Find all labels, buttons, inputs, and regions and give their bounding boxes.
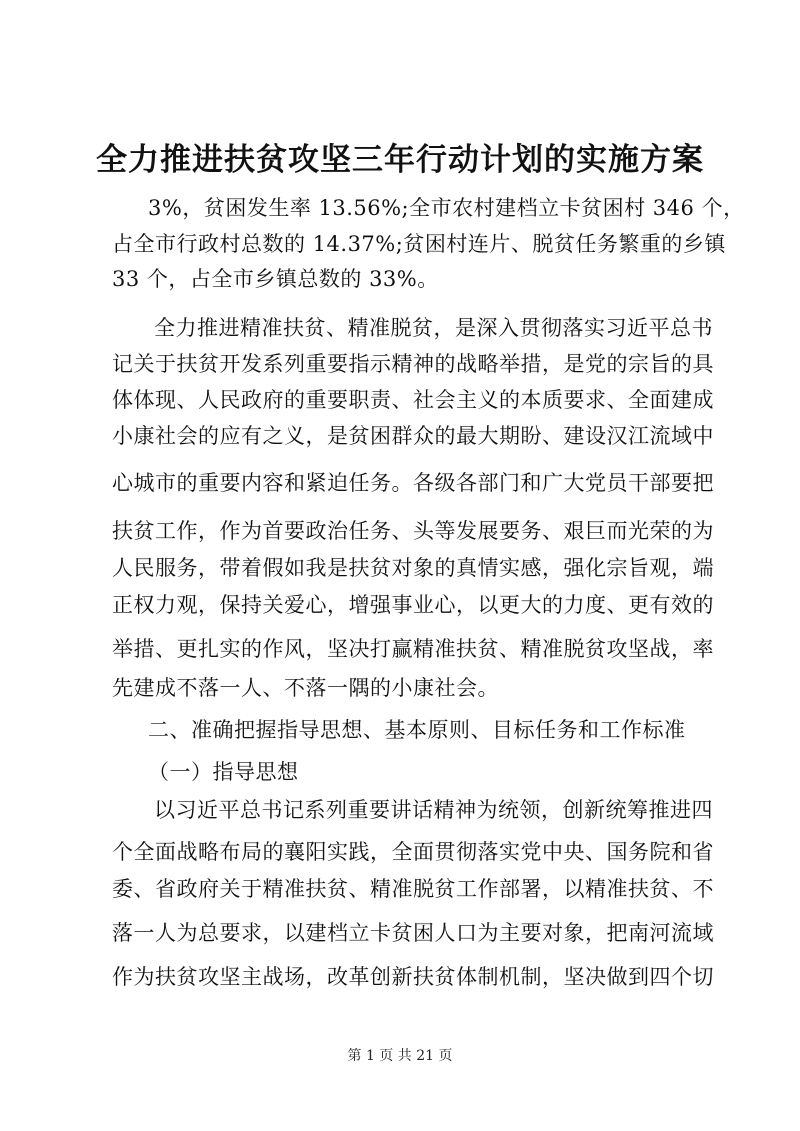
paragraph-line: 记关于扶贫开发系列重要指示精神的战略举措，是党的宗旨的具 xyxy=(112,352,714,376)
paragraph-line: 先建成不落一人、不落一隅的小康社会。 xyxy=(112,676,499,700)
document-title: 全力推进扶贫攻坚三年行动计划的实施方案 xyxy=(96,142,704,178)
paragraph-line: 落一人为总要求，以建档立卡贫困人口为主要对象，把南河流域 xyxy=(112,921,714,945)
paragraph-line: 人民服务，带着假如我是扶贫对象的真情实感，强化宗旨观，端 xyxy=(112,556,714,580)
paragraph-line: 以习近平总书记系列重要讲话精神为统领，创新统筹推进四 xyxy=(154,798,713,822)
paragraph-line: 心城市的重要内容和紧迫任务。各级各部门和广大党员干部要把 xyxy=(112,471,714,495)
paragraph-line: 3%，贫困发生率 13.56%;全市农村建档立卡贫困村 346 个， xyxy=(148,196,745,220)
paragraph-line: 正权力观，保持关爱心，增强事业心，以更大的力度、更有效的 xyxy=(112,593,714,617)
paragraph-line: 体体现、人民政府的重要职责、社会主义的本质要求、全面建成 xyxy=(112,388,714,412)
paragraph-line: 33 个，占全市乡镇总数的 33%。 xyxy=(112,267,439,291)
subsection-heading: （一）指导思想 xyxy=(148,760,299,784)
paragraph-line: 小康社会的应有之义，是贫困群众的最大期盼、建设汉江流域中 xyxy=(112,424,714,448)
page-footer: 第 1 页 共 21 页 xyxy=(347,1048,453,1064)
paragraph-line: 举措、更扎实的作风，坚决打赢精准扶贫、精准脱贫攻坚战，率 xyxy=(112,637,714,661)
paragraph-line: 委、省政府关于精准扶贫、精准脱贫工作部署，以精准扶贫、不 xyxy=(112,877,714,901)
paragraph-line: 个全面战略布局的襄阳实践，全面贯彻落实党中央、国务院和省 xyxy=(112,840,714,864)
section-heading: 二、准确把握指导思想、基本原则、目标任务和工作标准 xyxy=(148,718,686,742)
paragraph-line: 扶贫工作，作为首要政治任务、头等发展要务、艰巨而光荣的为 xyxy=(112,519,714,543)
paragraph-line: 全力推进精准扶贫、精准脱贫，是深入贯彻落实习近平总书 xyxy=(154,316,713,340)
paragraph-line: 作为扶贫攻坚主战场，改革创新扶贫体制机制，坚决做到四个切 xyxy=(112,965,714,989)
paragraph-line: 占全市行政村总数的 14.37%;贫困村连片、脱贫任务繁重的乡镇 xyxy=(112,232,726,256)
